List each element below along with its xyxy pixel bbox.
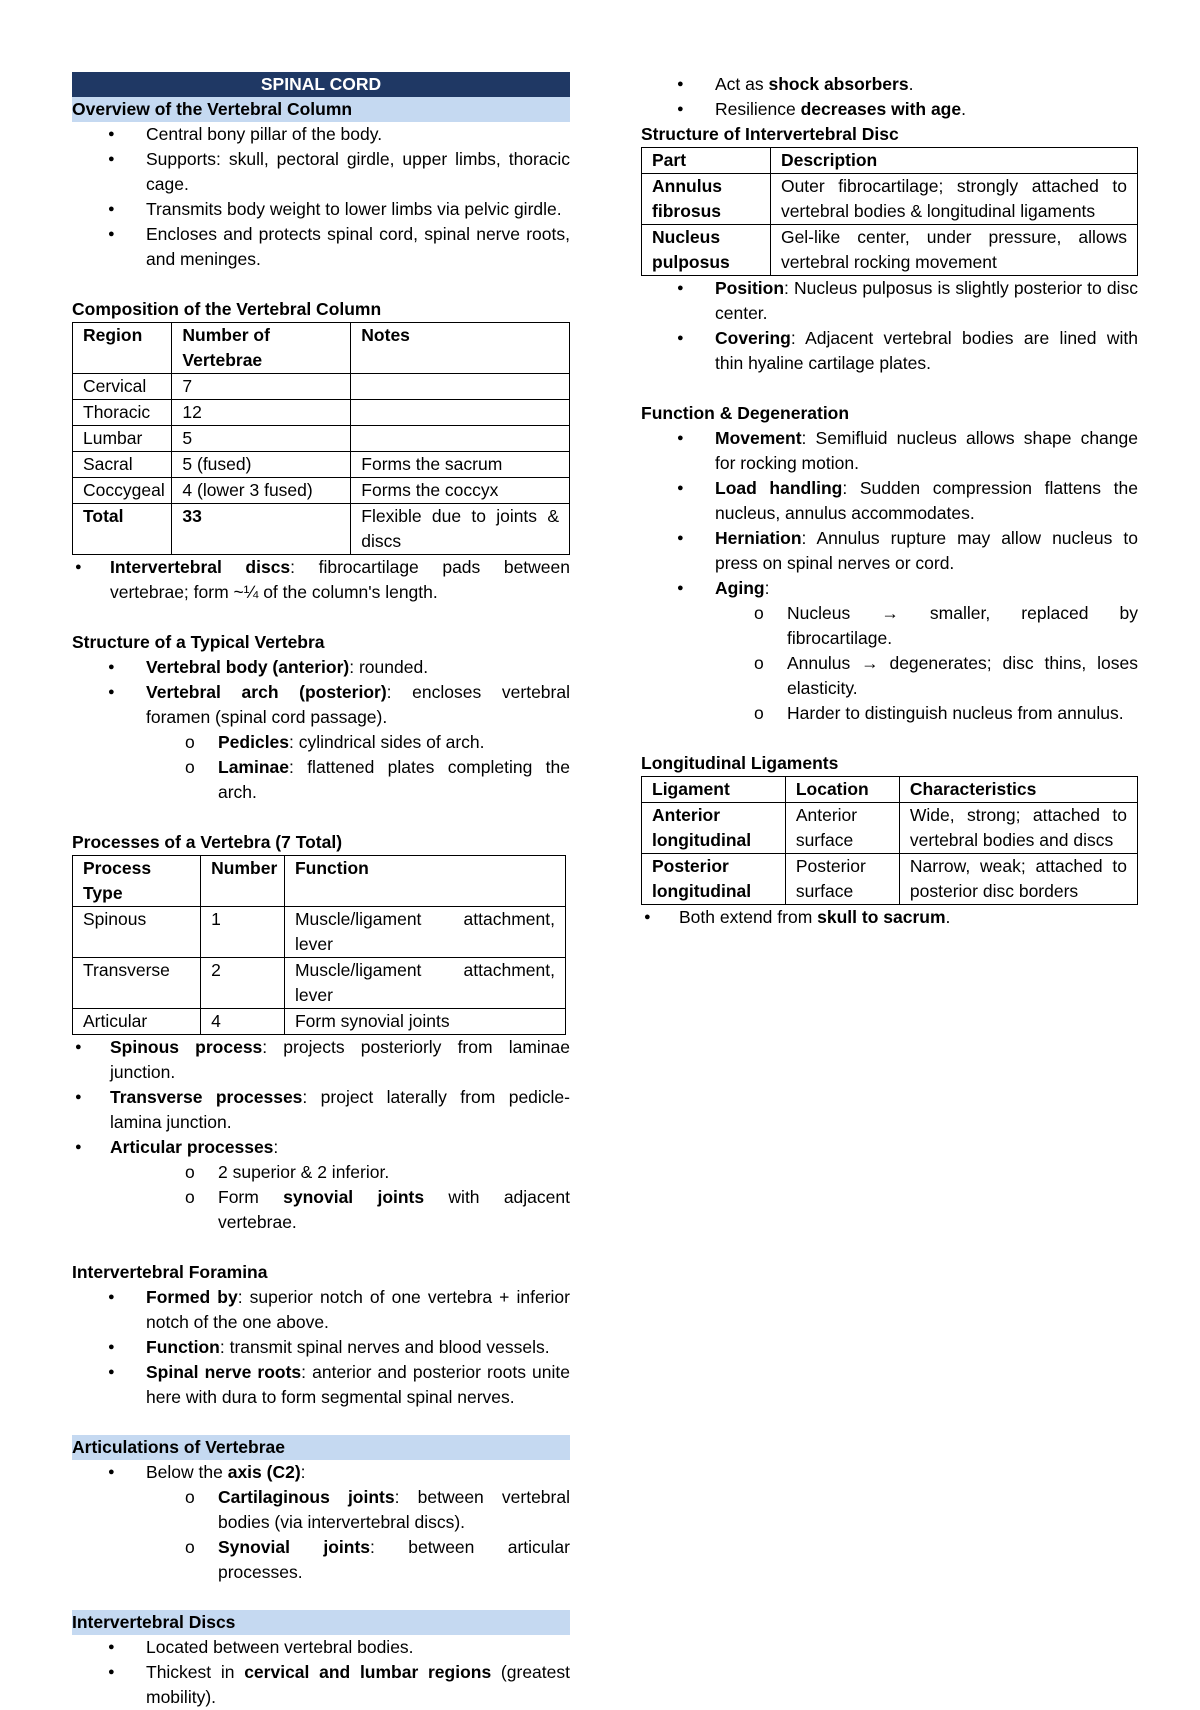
table-cell: Anterior surface [785, 803, 899, 854]
list-item: ● Below the axis (C2): o Cartilaginous joints: between vertebral bodies (via intervertebral discs). o Synovial joints: between articular processes. [72, 1460, 570, 1585]
table-cell: 33 [172, 504, 351, 555]
table-header-cell: Ligament [642, 777, 786, 803]
list-item: ● Supports: skull, pectoral girdle, upper limbs, thoracic cage. [72, 147, 570, 197]
table-cell: 2 [201, 958, 285, 1009]
list-item: o Annulus → degenerates; disc thins, loses elasticity. [641, 651, 1138, 701]
right-column [641, 72, 1138, 930]
table-cell: Gel-like center, under pressure, allows vertebral rocking movement [770, 225, 1137, 276]
overview-list [72, 122, 570, 272]
list-item: ● Movement: Semifluid nucleus allows shape change for rocking motion. [641, 426, 1138, 476]
table-cell: 7 [172, 374, 351, 400]
list-item: ● Vertebral arch (posterior): encloses vertebral foramen (spinal cord passage). o Pedicles: cylindrical sides of arch. o Laminae: flattened plates completing the arch. [72, 680, 570, 805]
table-row [73, 374, 570, 400]
ligaments-notes [641, 905, 1138, 930]
list-item: ● Central bony pillar of the body. [72, 122, 570, 147]
processes-table [72, 855, 566, 1035]
table-cell: Sacral [73, 452, 172, 478]
table-header-cell: Number of Vertebrae [172, 323, 351, 374]
table-cell: Forms the coccyx [351, 478, 570, 504]
table-header-cell: Region [73, 323, 172, 374]
table-cell: Posterior surface [785, 854, 899, 905]
list-item: ● Encloses and protects spinal cord, spinal nerve roots, and meninges. [72, 222, 570, 272]
table-cell: 1 [201, 907, 285, 958]
list-item: o Form synovial joints with adjacent vertebrae. [72, 1185, 570, 1235]
list-item: ● Vertebral body (anterior): rounded. [72, 655, 570, 680]
list-item: o Nucleus → smaller, replaced by fibrocartilage. [641, 601, 1138, 651]
table-row-total [73, 504, 570, 555]
disc-structure-notes [641, 276, 1138, 376]
table-row [642, 854, 1138, 905]
list-item: ● Resilience decreases with age. [641, 97, 1138, 122]
table-cell: 4 (lower 3 fused) [172, 478, 351, 504]
section-heading-overview: Overview of the Vertebral Column [72, 97, 570, 122]
table-cell: Coccygeal [73, 478, 172, 504]
list-item: ● Function: transmit spinal nerves and blood vessels. [72, 1335, 570, 1360]
table-row [73, 958, 566, 1009]
table-header-cell: Location [785, 777, 899, 803]
table-cell: Forms the sacrum [351, 452, 570, 478]
articular-sublist [72, 1160, 570, 1235]
list-item: o Laminae: flattened plates completing the arch. [72, 755, 570, 805]
table-row [73, 400, 570, 426]
list-item: ● Spinous process: projects posteriorly from laminae junction. [72, 1035, 570, 1085]
table-row [73, 907, 566, 958]
list-item: ● Herniation: Annulus rupture may allow nucleus to press on spinal nerves or cord. [641, 526, 1138, 576]
table-cell: Posterior longitudinal [642, 854, 786, 905]
section-heading-discs: Intervertebral Discs [72, 1610, 570, 1635]
table-row [73, 452, 570, 478]
table-cell: Muscle/ligament attachment, lever [284, 907, 565, 958]
section-heading-disc-structure: Structure of Intervertebral Disc [641, 124, 899, 144]
table-cell: Transverse [73, 958, 201, 1009]
section-heading-function-degeneration: Function & Degeneration [641, 403, 850, 423]
table-header-cell: Process Type [73, 856, 201, 907]
table-cell: Wide, strong; attached to vertebral bodies and discs [899, 803, 1137, 854]
table-header-row [73, 323, 570, 374]
list-item: ● Load handling: Sudden compression flattens the nucleus, annulus accommodates. [641, 476, 1138, 526]
list-item: ● Intervertebral discs: fibrocartilage pads between vertebrae; form ~¼ of the column's length. [72, 555, 570, 605]
list-item: o 2 superior & 2 inferior. [72, 1160, 570, 1185]
function-degeneration-list [641, 426, 1138, 726]
table-cell: 4 [201, 1009, 285, 1035]
table-cell: 5 (fused) [172, 452, 351, 478]
section-heading-composition: Composition of the Vertebral Column [72, 299, 382, 319]
left-column [72, 72, 570, 1710]
ligaments-table [641, 776, 1138, 905]
list-item: ● Transmits body weight to lower limbs via pelvic girdle. [72, 197, 570, 222]
list-item: o Cartilaginous joints: between vertebral bodies (via intervertebral discs). [72, 1485, 570, 1535]
table-cell: Articular [73, 1009, 201, 1035]
section-heading-processes: Processes of a Vertebra (7 Total) [72, 832, 343, 852]
composition-table [72, 322, 570, 555]
table-cell [351, 426, 570, 452]
table-row [73, 478, 570, 504]
disc-structure-table [641, 147, 1138, 276]
list-item: ● Position: Nucleus pulposus is slightly posterior to disc center. [641, 276, 1138, 326]
table-cell [351, 374, 570, 400]
table-header-row [642, 148, 1138, 174]
section-heading-ligaments: Longitudinal Ligaments [641, 753, 839, 773]
section-heading-typical-vertebra: Structure of a Typical Vertebra [72, 632, 325, 652]
table-cell: Anterior longitudinal [642, 803, 786, 854]
table-cell: Total [73, 504, 172, 555]
table-cell: Thoracic [73, 400, 172, 426]
list-item: ● Articular processes: o 2 superior & 2 inferior. o Form synovial joints with adjacent vertebrae. [72, 1135, 570, 1235]
list-item: ● Thickest in cervical and lumbar regions (greatest mobility). [72, 1660, 570, 1710]
table-cell: Flexible due to joints & discs [351, 504, 570, 555]
articulations-sublist [72, 1485, 570, 1585]
typical-vertebra-list [72, 655, 570, 805]
table-row [642, 174, 1138, 225]
table-cell: Annulus fibrosus [642, 174, 771, 225]
aging-sublist [641, 601, 1138, 726]
list-item: ● Spinal nerve roots: anterior and posterior roots unite here with dura to form segmental spinal nerves. [72, 1360, 570, 1410]
table-cell: Muscle/ligament attachment, lever [284, 958, 565, 1009]
table-row [73, 1009, 566, 1035]
table-cell: Lumbar [73, 426, 172, 452]
composition-notes [72, 555, 570, 605]
list-item: ● Act as shock absorbers. [641, 72, 1138, 97]
table-cell: Cervical [73, 374, 172, 400]
discs-list-continued [641, 72, 1138, 122]
table-cell: Spinous [73, 907, 201, 958]
processes-list [72, 1035, 570, 1235]
section-heading-articulations: Articulations of Vertebrae [72, 1435, 570, 1460]
table-header-cell: Notes [351, 323, 570, 374]
table-cell: Outer fibrocartilage; strongly attached to vertebral bodies & longitudinal ligaments [770, 174, 1137, 225]
list-item: ● Both extend from skull to sacrum. [641, 905, 1138, 930]
table-header-cell: Part [642, 148, 771, 174]
table-header-cell: Description [770, 148, 1137, 174]
document-title: SPINAL CORD [72, 72, 570, 97]
table-header-cell: Characteristics [899, 777, 1137, 803]
table-header-row [73, 856, 566, 907]
list-item: ● Located between vertebral bodies. [72, 1635, 570, 1660]
table-header-row [642, 777, 1138, 803]
table-cell: Nucleus pulposus [642, 225, 771, 276]
table-header-cell: Function [284, 856, 565, 907]
list-item: ● Covering: Adjacent vertebral bodies are lined with thin hyaline cartilage plates. [641, 326, 1138, 376]
section-heading-foramina: Intervertebral Foramina [72, 1262, 268, 1282]
table-row [642, 803, 1138, 854]
discs-list [72, 1635, 570, 1710]
table-header-cell: Number [201, 856, 285, 907]
list-item: o Harder to distinguish nucleus from annulus. [641, 701, 1138, 726]
list-item: o Synovial joints: between articular processes. [72, 1535, 570, 1585]
table-row [73, 426, 570, 452]
table-cell: Narrow, weak; attached to posterior disc borders [899, 854, 1137, 905]
foramina-list [72, 1285, 570, 1410]
table-cell: 5 [172, 426, 351, 452]
list-item: o Pedicles: cylindrical sides of arch. [72, 730, 570, 755]
list-item: ● Aging: o Nucleus → smaller, replaced by fibrocartilage. o Annulus → degenerates; disc thins, loses elasticity. o Harder to distinguish nucleus from annulus. [641, 576, 1138, 726]
table-row [642, 225, 1138, 276]
articulations-list [72, 1460, 570, 1585]
table-cell: 12 [172, 400, 351, 426]
table-cell: Form synovial joints [284, 1009, 565, 1035]
list-item: ● Formed by: superior notch of one vertebra + inferior notch of the one above. [72, 1285, 570, 1335]
arch-sublist [72, 730, 570, 805]
table-cell [351, 400, 570, 426]
list-item: ● Transverse processes: project laterally from pedicle-lamina junction. [72, 1085, 570, 1135]
